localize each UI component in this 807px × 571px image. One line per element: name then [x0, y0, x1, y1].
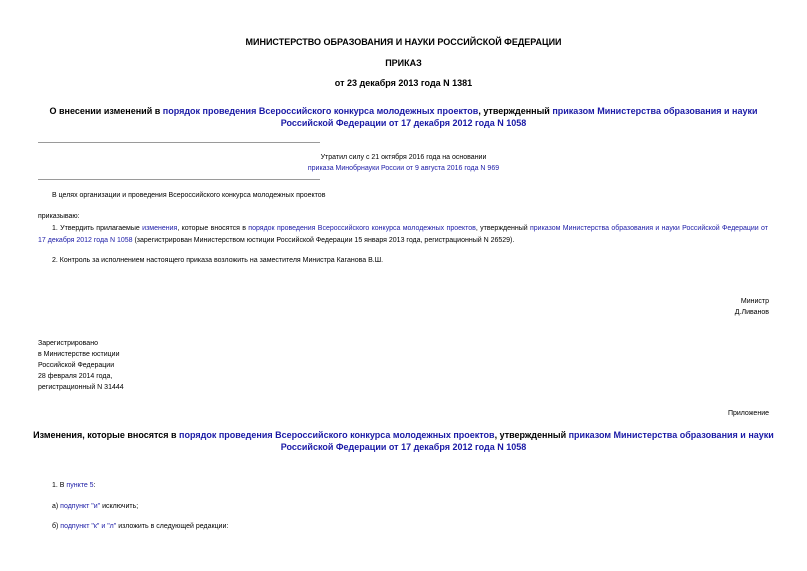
signature-name: Д.Ливанов — [734, 309, 769, 316]
registration-block — [38, 338, 124, 393]
title-text-2: , утвержденный — [478, 106, 553, 116]
appendix-subpoint-a — [52, 501, 138, 512]
doc-type-heading: ПРИКАЗ — [385, 58, 422, 68]
appendix-title-text-1: Изменения, которые вносятся в — [33, 430, 180, 440]
registration-line-2: в Министерстве юстиции — [38, 351, 120, 358]
title-link-prikaz[interactable]: приказом Министерства образования и науки Российской Федерации от 17 декабря 2012 года N 1058 — [280, 106, 758, 128]
document-title — [30, 105, 777, 129]
subpoint-b-text-a: б) — [52, 523, 61, 530]
point1-link[interactable]: пункте 5 — [66, 482, 94, 489]
item1-text-b: , которые вносятся в — [177, 225, 249, 232]
item1-text-c: , утвержденный — [475, 225, 530, 232]
order-word: приказываю: — [38, 213, 80, 220]
subpoint-a-text-b: исключить; — [100, 503, 139, 510]
item1-link-changes[interactable]: изменения — [142, 225, 178, 232]
signature-position: Министр — [740, 298, 769, 305]
subpoint-a-link[interactable]: подпункт "и" — [60, 503, 101, 510]
registration-line-4: 28 февраля 2014 года, — [38, 373, 113, 380]
title-text-1: О внесении изменений в — [49, 106, 163, 116]
status-note-text: Утратил силу с 21 октября 2016 года на основании — [320, 154, 487, 161]
status-note-link[interactable]: приказа Минобрнауки России от 9 августа 2016 года N 969 — [307, 165, 500, 172]
appendix-title-link-prikaz[interactable]: приказом Министерства образования и науки Российской Федерации от 17 декабря 2012 года N 1058 — [280, 430, 774, 452]
appendix-subpoint-b — [52, 521, 228, 532]
appendix-title — [30, 429, 777, 453]
item1-text-a: 1. Утвердить прилагаемые — [52, 225, 143, 232]
subpoint-a-text-a: а) — [52, 503, 61, 510]
item-1-paragraph — [38, 223, 768, 247]
point1-text-a: 1. В — [52, 482, 67, 489]
registration-line-5: регистрационный N 31444 — [38, 384, 124, 391]
subpoint-b-link[interactable]: подпункт "к" и "л" — [60, 523, 117, 530]
doc-date-number: от 23 декабря 2013 года N 1381 — [334, 78, 473, 88]
appendix-point-1 — [52, 480, 96, 491]
item-2-paragraph: 2. Контроль за исполнением настоящего приказа возложить на заместителя Министра Каганова В.Ш. — [52, 257, 384, 264]
registration-line-1: Зарегистрировано — [38, 340, 98, 347]
registration-line-3: Российской Федерации — [38, 362, 115, 369]
appendix-label: Приложение — [727, 410, 769, 417]
subpoint-b-text-b: изложить в следующей редакции: — [116, 523, 229, 530]
title-link-order[interactable]: порядок проведения Всероссийского конкурса молодежных проектов — [162, 106, 479, 116]
point1-text-b: : — [93, 482, 96, 489]
item1-link-order[interactable]: порядок проведения Всероссийского конкурса молодежных проектов — [248, 225, 476, 232]
appendix-title-text-2: , утвержденный — [494, 430, 569, 440]
appendix-title-link-order[interactable]: порядок проведения Всероссийского конкурса молодежных проектов — [179, 430, 495, 440]
intro-paragraph: В целях организации и проведения Всероссийского конкурса молодежных проектов — [52, 192, 326, 199]
ministry-heading: МИНИСТЕРСТВО ОБРАЗОВАНИЯ И НАУКИ РОССИЙСКОЙ ФЕДЕРАЦИИ — [245, 37, 562, 47]
item1-link-prikaz[interactable]: приказом Министерства образования и науки Российской Федерации от 17 декабря 2012 года N 1058 — [38, 225, 768, 244]
divider-top — [38, 142, 320, 143]
item1-text-d: (зарегистрирован Министерством юстиции Российской Федерации 15 января 2013 года, регистрационный N 26529). — [132, 237, 515, 244]
divider-bottom — [38, 179, 320, 180]
